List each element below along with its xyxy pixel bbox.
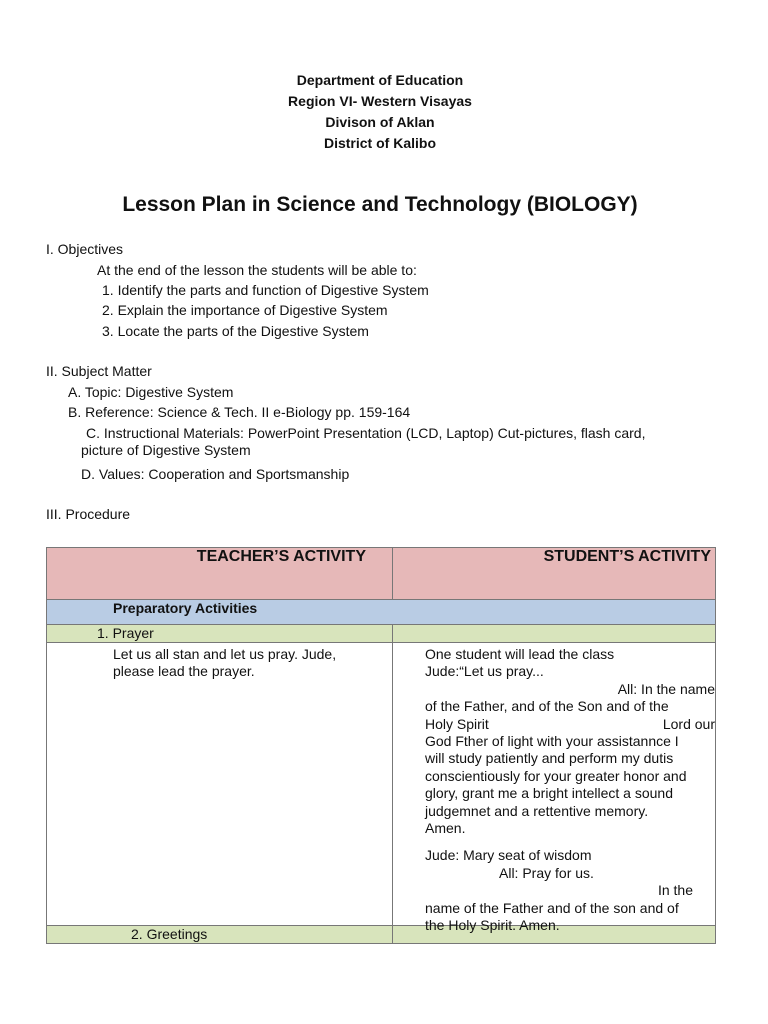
objectives-intro: At the end of the lesson the students will be able to: — [97, 262, 417, 278]
subject-matter-heading: II. Subject Matter — [46, 363, 152, 379]
preparatory-label: Preparatory Activities — [113, 600, 258, 616]
student-line: God Fther of light with your assistannce I — [425, 733, 679, 750]
document-header — [0, 70, 760, 154]
preparatory-row — [47, 600, 716, 625]
student-line: will study patiently and perform my dutis — [425, 750, 674, 767]
prayer-row — [47, 625, 716, 643]
subject-reference: B. Reference: Science & Tech. II e-Biology pp. 159-164 — [68, 404, 411, 420]
student-line-part: Holy Spirit — [425, 715, 489, 732]
header-line-division: Divison of Aklan — [325, 114, 435, 130]
header-line-department: Department of Education — [296, 72, 464, 88]
subject-values: D. Values: Cooperation and Sportsmanship — [81, 466, 350, 482]
greetings-label: 2. Greetings — [131, 926, 208, 942]
teacher-activity-header: TEACHER’S ACTIVITY — [47, 548, 393, 600]
prayer-label: 1. Prayer — [97, 625, 154, 641]
objective-item: 1. Identify the parts and function of Digestive System — [102, 282, 429, 298]
teacher-prayer-line: please lead the prayer. — [113, 663, 255, 679]
student-line: One student will lead the class — [425, 646, 615, 662]
lesson-title: Lesson Plan in Science and Technology (BIOLOGY) — [122, 193, 638, 216]
student-line: All: In the name — [617, 680, 715, 697]
subject-materials-cont: picture of Digestive System — [81, 442, 251, 458]
prayer-content-row — [47, 643, 716, 926]
student-line: the Holy Spirit. Amen. — [425, 917, 560, 934]
student-line: of the Father, and of the Son and of the — [425, 698, 669, 715]
teacher-prayer-line: Let us all stan and let us pray. Jude, — [113, 646, 337, 662]
objectives-heading: I. Objectives — [46, 241, 124, 257]
student-line: Jude:“Let us pray... — [425, 663, 544, 680]
student-line: In the — [657, 882, 693, 899]
student-line: conscientiously for your greater honor and — [425, 767, 687, 784]
student-line: Amen. — [425, 820, 466, 837]
table-header-row — [47, 548, 716, 600]
student-line: judgemnet and a rettentive memory. — [425, 802, 649, 819]
header-line-region: Region VI- Western Visayas — [288, 93, 472, 109]
subject-materials: C. Instructional Materials: PowerPoint Presentation (LCD, Laptop) Cut-pictures, flash card, — [86, 425, 646, 441]
objective-item: 2. Explain the importance of Digestive System — [102, 302, 388, 318]
teacher-prayer-cell — [47, 643, 393, 926]
student-prayer-cell — [393, 643, 716, 934]
header-line-district: District of Kalibo — [323, 135, 436, 151]
student-line: Jude: Mary seat of wisdom — [425, 847, 592, 864]
student-line: All: Pray for us. — [499, 864, 594, 881]
student-line-part: Lord our — [662, 715, 715, 732]
procedure-heading: III. Procedure — [46, 506, 131, 522]
student-line: glory, grant me a bright intellect a sound — [425, 785, 673, 802]
student-activity-header: STUDENT’S ACTIVITY — [393, 548, 716, 600]
subject-topic: A. Topic: Digestive System — [68, 384, 234, 400]
objective-item: 3. Locate the parts of the Digestive System — [102, 323, 369, 339]
student-line: name of the Father and of the son and of — [425, 899, 679, 916]
procedure-table — [46, 547, 716, 944]
student-line — [425, 716, 715, 733]
